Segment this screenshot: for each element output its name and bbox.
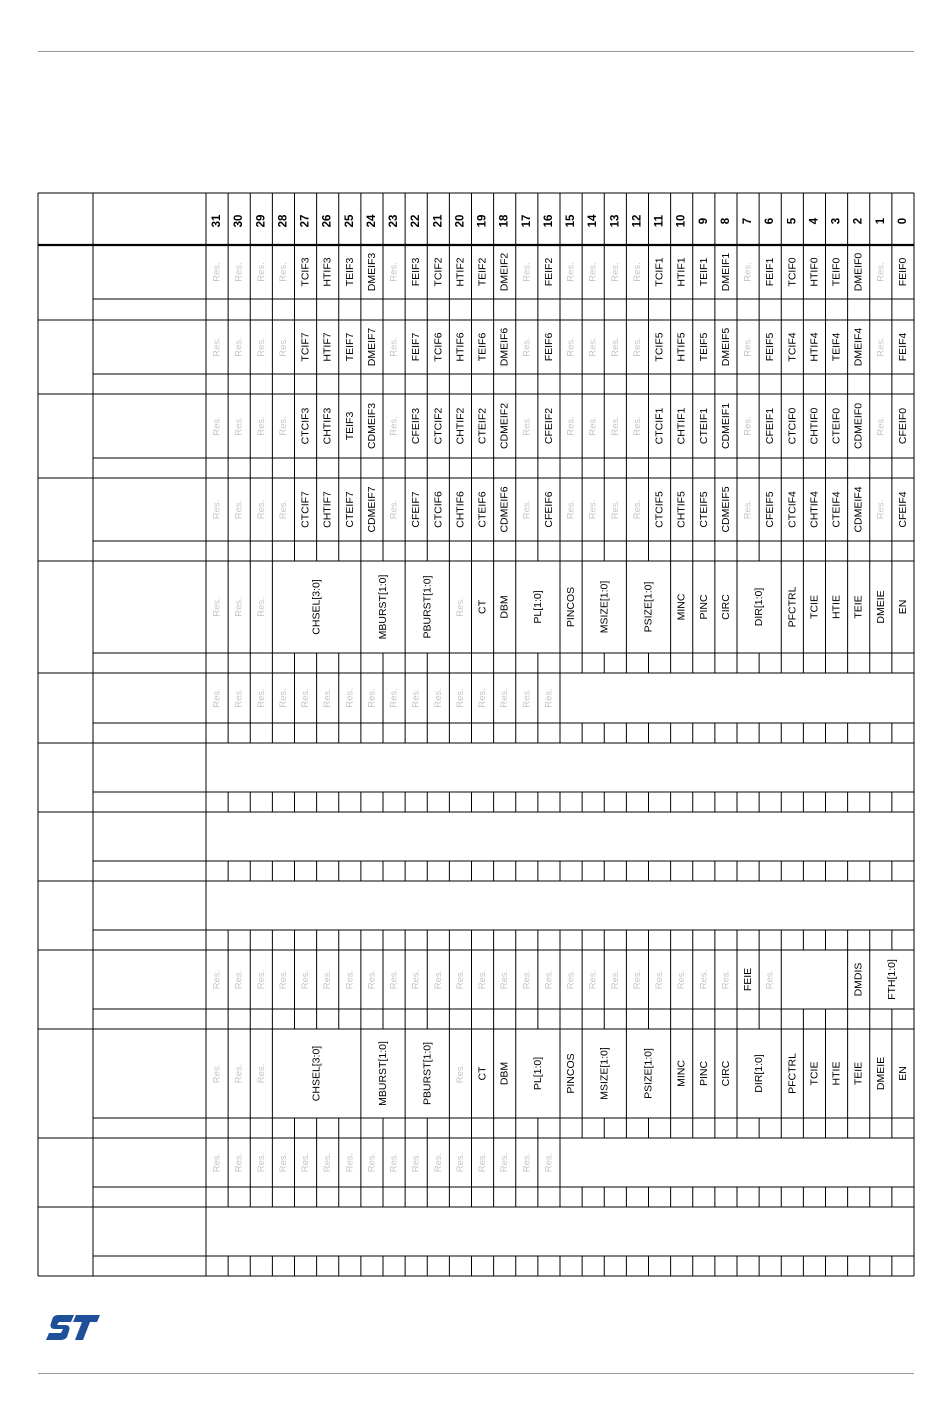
bit-field-label: FEIF5	[764, 332, 777, 362]
reserved-bit-label: Res.	[233, 499, 245, 520]
reserved-bit-label: Res.	[609, 416, 621, 436]
reserved-bit-label: Res.	[366, 969, 378, 990]
bit-field-label: HTIF5	[675, 332, 688, 362]
bit-number-5: 5	[786, 217, 799, 225]
bit-field-label: CHTIF5	[675, 491, 688, 528]
bit-number-15: 15	[565, 214, 578, 228]
bit-field-label: TEIF6	[476, 332, 489, 362]
reserved-bit-label: Res.	[521, 262, 533, 282]
reserved-bit-label: Res.	[255, 597, 267, 617]
bit-field-label: CTCIF6	[432, 491, 445, 528]
bit-number-31: 31	[211, 214, 224, 228]
reserved-bit-label: Res.	[587, 262, 599, 282]
bit-field-label: TCIF1	[653, 257, 666, 287]
reserved-bit-label: Res.	[454, 597, 466, 617]
reserved-bit-label: Res.	[477, 969, 489, 990]
reserved-bit-label: Res.	[233, 1063, 245, 1084]
bit-field-label: CHTIF0	[808, 407, 821, 445]
bit-field-label: TEIE	[852, 595, 865, 619]
bit-field-label: DMEIF0	[852, 252, 865, 292]
bit-field-label: MSIZE[1:0]	[598, 580, 611, 634]
bit-number-10: 10	[675, 214, 688, 228]
reserved-bit-label: Res.	[211, 969, 223, 990]
bit-field-label: TEIF5	[697, 332, 710, 362]
reserved-bit-label: Res.	[211, 337, 223, 357]
bit-number-23: 23	[388, 214, 401, 228]
reserved-bit-label: Res.	[344, 969, 356, 990]
bit-number-29: 29	[255, 214, 268, 228]
reserved-bit-label: Res.	[875, 499, 887, 520]
bit-field-label: PINCOS	[565, 586, 578, 628]
bit-field-label: CHSEL[3:0]	[310, 579, 323, 635]
bit-field-label: CHTIF6	[454, 491, 467, 528]
reserved-bit-label: Res.	[211, 416, 223, 436]
reserved-bit-label: Res.	[543, 969, 555, 990]
bit-field-label: FEIF6	[542, 332, 555, 362]
reserved-bit-label: Res.	[609, 969, 621, 990]
bit-field-label: FEIE	[742, 967, 755, 992]
bit-number-2: 2	[852, 217, 865, 225]
bit-field-label: EN	[896, 1066, 909, 1081]
reserved-bit-label: Res.	[277, 416, 289, 436]
reserved-bit-label: Res.	[565, 416, 577, 436]
bit-field-label: MBURST[1:0]	[377, 574, 389, 640]
bit-field-label: CTCIF3	[299, 407, 312, 445]
reserved-bit-label: Res.	[233, 969, 245, 990]
reserved-bit-label: Res.	[344, 688, 356, 708]
bit-field-label: CFEIF1	[764, 407, 777, 445]
reserved-bit-label: Res.	[631, 499, 643, 520]
bit-field-label: HTIF7	[321, 332, 334, 362]
reserved-bit-label: Res.	[609, 337, 621, 357]
bit-number-30: 30	[233, 214, 246, 228]
reserved-bit-label: Res.	[477, 1152, 489, 1173]
bit-field-label: CHTIF4	[808, 491, 821, 528]
bit-field-label: EN	[896, 599, 909, 615]
bit-field-label: HTIF3	[321, 257, 334, 287]
reserved-bit-label: Res.	[432, 688, 444, 708]
bottom-rule	[38, 1373, 914, 1374]
reserved-bit-label: Res.	[764, 969, 776, 990]
reserved-bit-label: Res.	[300, 688, 312, 708]
bit-field-label: DMEIF7	[365, 327, 378, 367]
bit-field-label: DMEIF4	[852, 327, 865, 367]
bit-number-0: 0	[896, 217, 909, 225]
bit-field-label: FEIF1	[764, 257, 777, 287]
bit-field-label: CTCIF7	[299, 491, 312, 528]
reserved-bit-label: Res.	[233, 416, 245, 436]
reserved-bit-label: Res.	[410, 688, 422, 708]
reserved-bit-label: Res.	[410, 969, 422, 990]
bit-field-label: CTCIF0	[786, 407, 799, 445]
bit-number-22: 22	[410, 214, 423, 228]
bit-field-label: PL[1:0]	[531, 1056, 544, 1091]
bit-field-label: DMEIF2	[498, 252, 511, 292]
bit-field-label: TCIF6	[432, 332, 445, 362]
reserved-bit-label: Res.	[344, 1152, 356, 1173]
bit-number-14: 14	[587, 214, 600, 228]
bit-field-label: TCIF4	[786, 332, 799, 362]
bit-field-label: FEIF2	[542, 257, 555, 287]
reserved-bit-label: Res.	[255, 1152, 267, 1173]
st-logo-icon	[44, 1312, 102, 1342]
bit-field-label: MINC	[675, 1060, 688, 1087]
bit-field-label: HTIE	[830, 595, 843, 619]
bit-field-label: CDMEIF0	[852, 402, 865, 450]
reserved-bit-label: Res.	[543, 1152, 555, 1173]
reserved-bit-label: Res.	[587, 969, 599, 990]
reserved-bit-label: Res.	[233, 597, 245, 617]
reserved-bit-label: Res.	[322, 1152, 334, 1173]
reserved-bit-label: Res.	[454, 1063, 466, 1084]
reserved-bit-label: Res.	[454, 969, 466, 990]
reserved-bit-label: Res.	[565, 969, 577, 990]
reserved-bit-label: Res.	[388, 1152, 400, 1173]
reserved-bit-label: Res.	[233, 688, 245, 708]
bit-number-3: 3	[830, 217, 843, 225]
bit-number-6: 6	[764, 217, 777, 225]
bit-field-label: CHTIF1	[675, 407, 688, 445]
bit-field-label: DBM	[498, 1061, 511, 1086]
bit-field-label: PINCOS	[565, 1053, 578, 1094]
reserved-bit-label: Res.	[477, 688, 489, 708]
bit-number-21: 21	[432, 214, 445, 228]
reserved-bit-label: Res.	[499, 688, 511, 708]
reserved-bit-label: Res.	[521, 499, 533, 520]
reserved-bit-label: Res.	[609, 499, 621, 520]
bit-field-label: HTIE	[830, 1061, 843, 1086]
reserved-bit-label: Res.	[255, 688, 267, 708]
bit-field-label: TEIF0	[830, 257, 843, 287]
bit-field-label: CTCIF2	[432, 407, 445, 445]
bit-field-label: PINC	[697, 594, 710, 620]
bit-field-label: CTCIF1	[653, 407, 666, 445]
bit-field-label: FEIF7	[410, 332, 423, 362]
reserved-bit-label: Res.	[233, 262, 245, 282]
reserved-bit-label: Res.	[432, 1152, 444, 1173]
reserved-bit-label: Res.	[277, 688, 289, 708]
bit-field-label: CFEIF2	[542, 407, 555, 445]
reserved-bit-label: Res.	[255, 499, 267, 520]
bit-field-label: DMEIF6	[498, 327, 511, 367]
bit-number-7: 7	[742, 217, 755, 225]
reserved-bit-label: Res.	[255, 416, 267, 436]
reserved-bit-label: Res.	[565, 499, 577, 520]
bit-field-label: TEIF2	[476, 257, 489, 287]
reserved-bit-label: Res.	[211, 688, 223, 708]
bit-field-label: DMEIF5	[719, 327, 732, 367]
bit-field-label: TCIE	[808, 595, 821, 619]
bit-field-label: MINC	[675, 593, 688, 621]
reserved-bit-label: Res.	[233, 1152, 245, 1173]
bit-field-label: PBURST[1:0]	[421, 1041, 434, 1106]
reserved-bit-label: Res.	[255, 337, 267, 357]
bit-field-label: TCIF0	[786, 257, 799, 287]
reserved-bit-label: Res.	[233, 337, 245, 357]
reserved-bit-label: Res.	[410, 1152, 422, 1173]
reserved-bit-label: Res.	[277, 262, 289, 282]
bit-field-label: DMEIF3	[365, 252, 378, 292]
bit-field-label: CHTIF7	[321, 491, 334, 528]
reserved-bit-label: Res.	[720, 969, 732, 990]
reserved-bit-label: Res.	[543, 688, 555, 708]
reserved-bit-label: Res.	[875, 337, 887, 357]
bit-field-label: PINC	[697, 1060, 710, 1087]
bit-field-label: TEIF3	[343, 257, 356, 287]
bit-field-label: TEIF7	[343, 332, 356, 362]
bit-number-27: 27	[299, 214, 312, 228]
bit-field-label: CTEIF1	[697, 407, 710, 445]
reserved-bit-label: Res.	[388, 416, 400, 436]
bit-field-label: DMEIE	[874, 1056, 887, 1091]
bit-field-label: DBM	[498, 595, 511, 619]
bit-number-26: 26	[321, 214, 334, 228]
reserved-bit-label: Res.	[875, 262, 887, 282]
reserved-bit-label: Res.	[698, 969, 710, 990]
reserved-bit-label: Res.	[499, 1152, 511, 1173]
reserved-bit-label: Res.	[277, 499, 289, 520]
bit-field-label: CDMEIF7	[365, 486, 378, 533]
bit-field-label: TEIF1	[697, 257, 710, 287]
bit-field-label: PSIZE[1:0]	[642, 581, 655, 633]
reserved-bit-label: Res.	[388, 688, 400, 708]
bit-field-label: CTEIF0	[830, 407, 843, 445]
bit-field-label: CFEIF0	[896, 407, 909, 445]
reserved-bit-label: Res.	[609, 262, 621, 282]
bit-field-label: DMEIE	[874, 590, 887, 624]
bit-number-1: 1	[874, 217, 887, 225]
bit-field-label: FEIF0	[896, 257, 909, 287]
bit-field-label: CTEIF5	[697, 491, 710, 528]
bit-field-label: CTCIF5	[653, 491, 666, 528]
bit-field-label: HTIF1	[675, 257, 688, 287]
reserved-bit-label: Res.	[676, 969, 688, 990]
reserved-bit-label: Res.	[631, 969, 643, 990]
reserved-bit-label: Res.	[211, 1063, 223, 1084]
reserved-bit-label: Res.	[388, 262, 400, 282]
bit-field-label: CDMEIF4	[852, 486, 865, 533]
reserved-bit-label: Res.	[521, 969, 533, 990]
reserved-bit-label: Res.	[255, 262, 267, 282]
bit-field-label: CTEIF6	[476, 491, 489, 528]
reserved-bit-label: Res.	[277, 1152, 289, 1173]
bit-field-label: CFEIF7	[410, 491, 423, 528]
reserved-bit-label: Res.	[277, 969, 289, 990]
reserved-bit-label: Res.	[322, 688, 334, 708]
reserved-bit-label: Res.	[255, 1063, 267, 1084]
reserved-bit-label: Res.	[366, 1152, 378, 1173]
bit-field-label: CDMEIF5	[719, 486, 732, 533]
reserved-bit-label: Res.	[565, 262, 577, 282]
reserved-bit-label: Res.	[277, 337, 289, 357]
reserved-bit-label: Res.	[521, 688, 533, 708]
reserved-bit-label: Res.	[587, 416, 599, 436]
bit-field-label: CTEIF7	[343, 491, 356, 528]
reserved-bit-label: Res.	[388, 337, 400, 357]
bit-field-label: DMEIF1	[719, 252, 732, 292]
reserved-bit-label: Res.	[211, 1152, 223, 1173]
bit-field-label: CTCIF4	[786, 491, 799, 528]
bit-field-label: DIR[1:0]	[753, 1054, 766, 1093]
st-logo-shape-t	[73, 1315, 100, 1340]
bit-number-4: 4	[808, 217, 821, 225]
bit-field-label: CTEIF2	[476, 407, 489, 445]
reserved-bit-label: Res.	[300, 1152, 312, 1173]
bit-field-label: TEIF3	[343, 411, 356, 441]
bit-number-12: 12	[631, 214, 644, 228]
bit-field-label: CDMEIF6	[498, 486, 511, 533]
bit-field-label: TEIE	[852, 1061, 865, 1086]
reserved-bit-label: Res.	[631, 262, 643, 282]
bit-number-28: 28	[277, 214, 290, 228]
reserved-bit-label: Res.	[322, 969, 334, 990]
bit-field-label: CT	[476, 600, 489, 614]
reserved-bit-label: Res.	[521, 1152, 533, 1173]
reserved-bit-label: Res.	[565, 337, 577, 357]
bit-number-18: 18	[498, 214, 511, 228]
reserved-bit-label: Res.	[454, 688, 466, 708]
st-logo-shape-s	[46, 1315, 74, 1340]
bit-number-11: 11	[653, 214, 666, 228]
bit-field-label: FEIF3	[410, 257, 423, 287]
reserved-bit-label: Res.	[388, 499, 400, 520]
reserved-bit-label: Res.	[587, 499, 599, 520]
bit-field-label: CFEIF5	[764, 491, 777, 528]
reserved-bit-label: Res.	[454, 1152, 466, 1173]
bit-field-label: CIRC	[719, 1060, 732, 1087]
reserved-bit-label: Res.	[654, 969, 666, 990]
bit-field-label: MSIZE[1:0]	[598, 1047, 611, 1100]
reserved-bit-label: Res.	[742, 416, 754, 436]
bit-field-label: HTIF2	[454, 257, 467, 287]
reserved-bit-label: Res.	[255, 969, 267, 990]
reserved-bit-label: Res.	[587, 337, 599, 357]
reserved-bit-label: Res.	[211, 499, 223, 520]
bit-field-label: PSIZE[1:0]	[642, 1048, 655, 1099]
reserved-bit-label: Res.	[366, 688, 378, 708]
bit-number-13: 13	[609, 214, 622, 228]
bit-field-label: CDMEIF2	[498, 402, 511, 450]
bit-number-24: 24	[365, 214, 378, 228]
reserved-bit-label: Res.	[211, 597, 223, 617]
reserved-bit-label: Res.	[521, 416, 533, 436]
reserved-bit-label: Res.	[300, 969, 312, 990]
bit-number-25: 25	[343, 214, 356, 228]
reserved-bit-label: Res.	[742, 499, 754, 520]
bit-field-label: TEIF4	[830, 332, 843, 362]
reserved-bit-label: Res.	[432, 969, 444, 990]
bit-field-label: MBURST[1:0]	[377, 1041, 389, 1106]
bit-number-19: 19	[476, 214, 489, 228]
reserved-bit-label: Res.	[521, 337, 533, 357]
bit-field-label: CDMEIF3	[365, 402, 378, 450]
bit-field-label: CIRC	[719, 594, 732, 620]
bit-field-label: CFEIF4	[896, 491, 909, 528]
bit-number-16: 16	[542, 214, 555, 228]
bit-field-label: FEIF4	[896, 332, 909, 362]
reserved-bit-label: Res.	[631, 337, 643, 357]
reserved-bit-label: Res.	[499, 969, 511, 990]
bit-field-label: PBURST[1:0]	[421, 575, 434, 639]
reserved-bit-label: Res.	[742, 337, 754, 357]
bit-field-label: CT	[476, 1066, 489, 1081]
bit-number-9: 9	[697, 217, 710, 225]
bit-field-label: HTIF6	[454, 332, 467, 362]
bit-field-label: TCIF3	[299, 257, 312, 287]
bit-field-label: DMDIS	[852, 962, 865, 997]
bit-field-label: TCIF5	[653, 332, 666, 362]
bit-field-label: TCIE	[808, 1061, 821, 1086]
bit-field-label: CTEIF4	[830, 491, 843, 528]
bit-number-17: 17	[520, 214, 533, 228]
bit-field-label: CHTIF2	[454, 407, 467, 445]
bit-field-label: CFEIF3	[410, 407, 423, 445]
bit-field-label: DIR[1:0]	[753, 587, 766, 627]
bit-field-label: HTIF0	[808, 257, 821, 287]
bit-field-label: PFCTRL	[786, 586, 799, 628]
reserved-bit-label: Res.	[631, 416, 643, 436]
reserved-bit-label: Res.	[875, 416, 887, 436]
bit-field-label: TCIF7	[299, 332, 312, 362]
bit-field-label: TCIF2	[432, 257, 445, 287]
reserved-bit-label: Res.	[742, 262, 754, 282]
bit-field-label: CDMEIF1	[719, 402, 732, 450]
bit-field-label: CFEIF6	[542, 491, 555, 528]
reserved-bit-label: Res.	[388, 969, 400, 990]
bit-number-8: 8	[719, 217, 732, 225]
bit-field-label: FTH[1:0]	[885, 959, 898, 1000]
bit-number-20: 20	[454, 214, 467, 228]
bit-field-label: CHTIF3	[321, 407, 334, 445]
bit-field-label: PFCTRL	[786, 1053, 799, 1094]
bit-field-label: CHSEL[3:0]	[310, 1045, 323, 1102]
reserved-bit-label: Res.	[211, 262, 223, 282]
bit-field-label: PL[1:0]	[531, 590, 544, 624]
bit-field-label: HTIF4	[808, 332, 821, 362]
